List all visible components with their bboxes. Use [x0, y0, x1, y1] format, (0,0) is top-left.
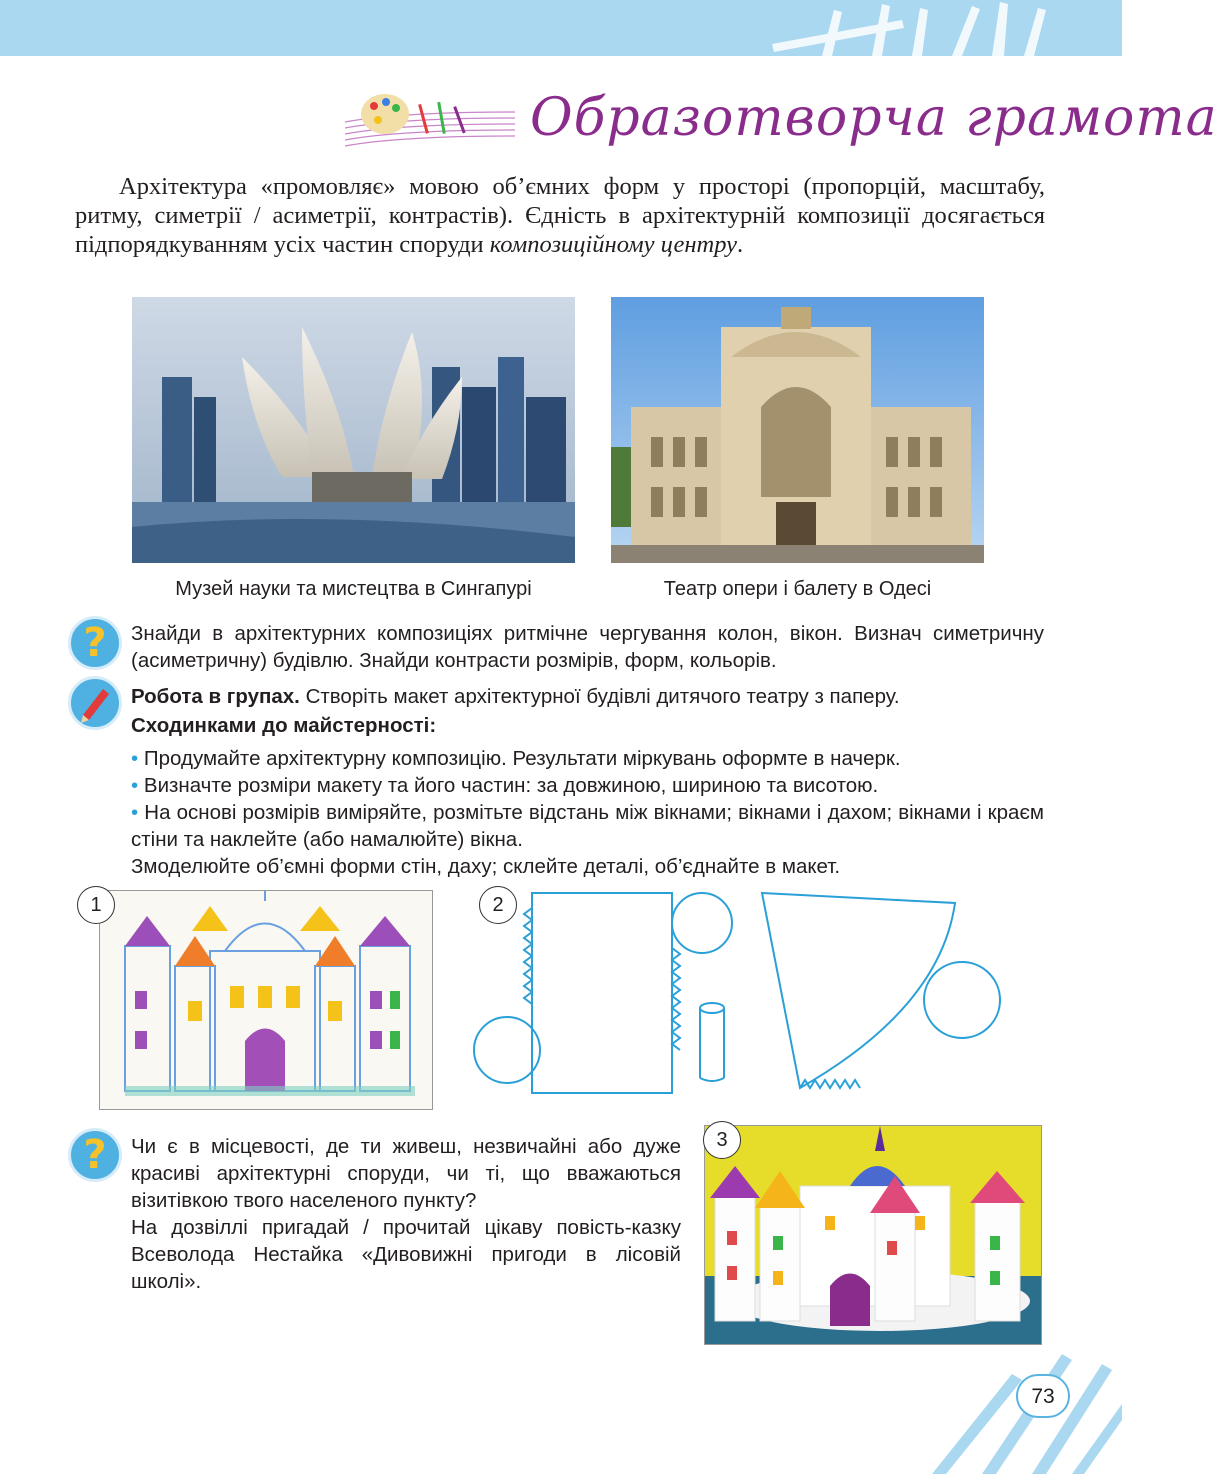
question-icon: ?	[68, 616, 122, 670]
section-header	[340, 82, 1218, 162]
figure-2-templates	[470, 888, 1010, 1103]
question-2-text: Чи є в місцевості, де ти живеш, незвичайні або дуже красиві архітектурні споруди, чи ті, що вважаються візитівкою твого населеного пункту?	[131, 1135, 681, 1212]
steps-title-text: Сходинками до майстерності:	[131, 714, 437, 737]
page-number: 73	[1016, 1374, 1070, 1418]
palette-icon	[340, 82, 520, 162]
figure-1-drawing	[99, 890, 433, 1110]
question-icon-2: ?	[68, 1128, 122, 1182]
bullet-1: • Продумайте архітектурну композицію. Результати міркувань оформте в начерк.	[131, 747, 901, 770]
group-work-label: Робота в групах.	[131, 685, 300, 708]
pencils-decoration	[762, 0, 1082, 56]
bullet-2-text: Визначте розміри макету та його частин: за довжиною, шириною та висотою.	[143, 774, 879, 797]
question-1-text: Знайди в архітектурних композиціях ритмічне чергування колон, вікон. Визнач симетричну (асиметричну) будівлю. Знайди контрасти розмірів, форм, кольорів.	[131, 622, 1044, 672]
task-block	[131, 683, 1044, 880]
bullet-1-text: Продумайте архітектурну композицію. Результати міркувань оформте в начерк.	[143, 747, 901, 770]
bullet-3: • На основі розмірів виміряйте, розмітьте відстань між вікнами; вікнами і дахом; вікнами і краєм стіни та наклейте (або намалюйте) вікна.	[131, 801, 1044, 851]
steps-title	[131, 712, 1044, 739]
top-band	[0, 0, 1122, 56]
question-2-text-2: На дозвіллі пригадай / прочитай цікаву повість-казку Всеволода Нестайка «Дивовижні пригоди в лісовій школі».	[131, 1216, 681, 1293]
intro-paragraph	[75, 172, 1045, 259]
section-title: Образотворча грамота	[530, 88, 1218, 148]
group-work-text: Створіть макет архітектурної будівлі дитячого театру з паперу.	[299, 685, 900, 708]
intro-end: .	[737, 231, 744, 258]
intro-text: Архітектура «промовляє» мовою об’ємних форм у просторі (пропорцій, масштабу, ритму, симетрії / асиметрії, контрастів). Єдність в архітектурній композиції досягається підпорядкуванням усіх частин споруди	[75, 173, 1045, 258]
figure-2-number: 2	[479, 886, 517, 924]
bullet-2: • Визначте розміри макету та його частин: за довжиною, шириною та висотою.	[131, 774, 879, 797]
caption-left: Музей науки та мистецтва в Сингапурі	[175, 578, 532, 600]
singapore-museum-photo	[132, 297, 575, 563]
bullet-3-text: На основі розмірів виміряйте, розмітьте відстань між вікнами; вікнами і дахом; вікнами і краєм стіни та наклейте (або намалюйте) вікна.	[131, 801, 1044, 851]
group-work-line	[131, 683, 1044, 710]
pencil-icon	[68, 676, 122, 730]
question-2-block	[131, 1133, 681, 1295]
odesa-opera-photo	[611, 297, 984, 563]
caption-right: Театр опери і балету в Одесі	[663, 578, 932, 600]
figure-3-number: 3	[703, 1121, 741, 1159]
intro-emphasis: композиційному центру	[489, 231, 738, 258]
final-step: Змоделюйте об’ємні форми стін, даху; склейте деталі, об’єднайте в макет.	[131, 855, 841, 878]
figure-3-model-photo	[704, 1125, 1042, 1345]
figure-1-number: 1	[77, 886, 115, 924]
